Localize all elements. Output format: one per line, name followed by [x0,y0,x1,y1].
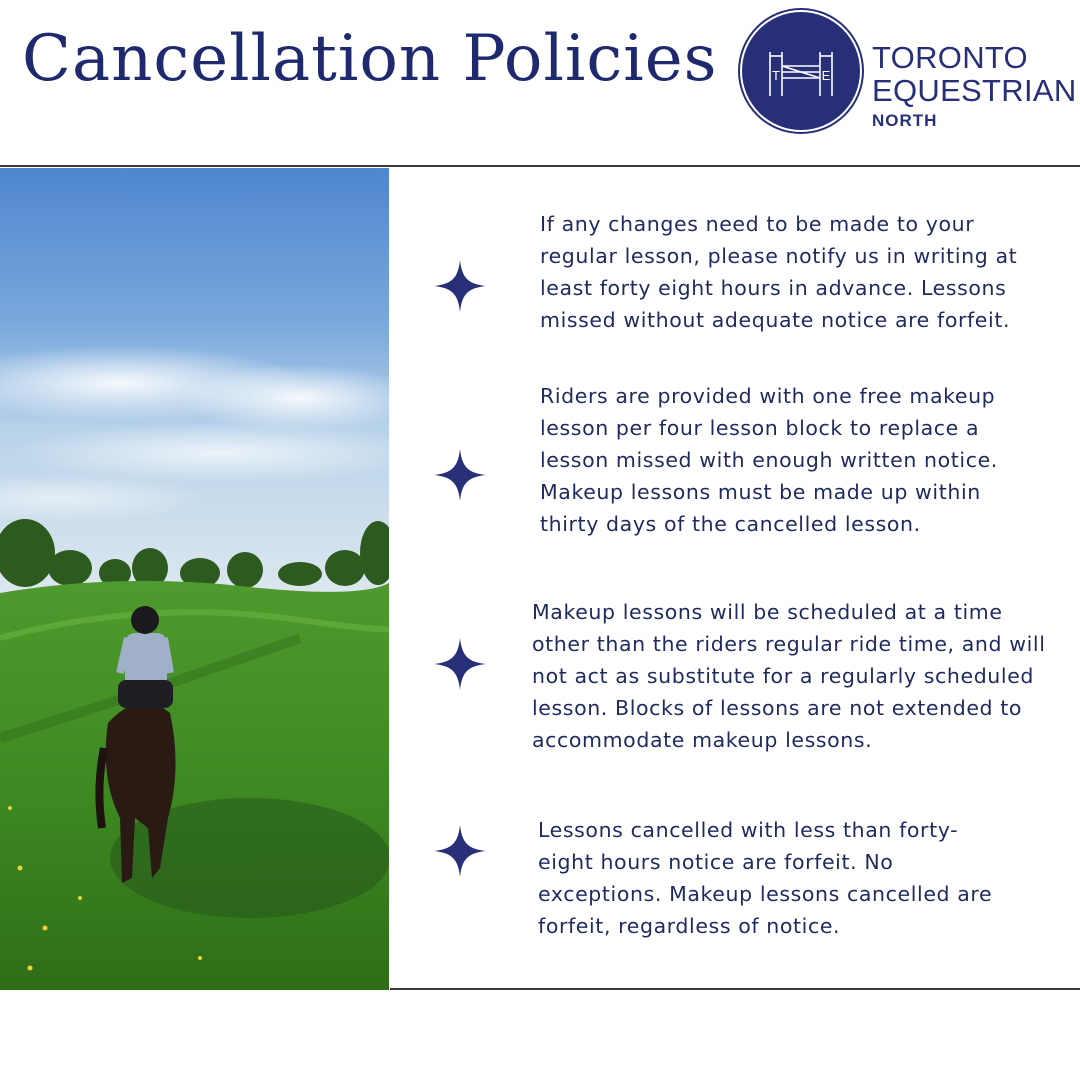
jump-fence-icon [742,12,860,130]
logo-line-equestrian: EQUESTRIAN [872,73,1077,108]
logo-line-toronto: TORONTO [872,40,1028,75]
sparkle-star-icon [434,260,486,312]
horse-rider-field-photo [0,168,389,990]
monogram-right: E [821,68,831,83]
top-divider [0,165,1080,167]
policy-item: If any changes need to be made to your regular lesson, please notify us in writing at least forty eight hours in advance. Lessons missed without adequate notice are forfeit. [540,212,1018,332]
sparkle-star-icon [434,825,486,877]
sparkle-star-icon [434,638,486,690]
monogram-left: T [772,68,780,83]
policy-item: Riders are provided with one free makeup lesson per four lesson block to replace a lesson missed with enough written notice. Makeup lessons must be made up within thirty days of the cancelled lesson. [540,384,998,536]
logo-line-north: NORTH [872,111,938,130]
sparkle-star-icon [434,449,486,501]
logo-badge [742,12,860,130]
bottom-divider [390,988,1080,990]
page-title: Cancellation Policies [22,22,718,96]
policy-list [390,168,1080,988]
policy-item: Makeup lessons will be scheduled at a time other than the riders regular ride time, and will not act as substitute for a regularly scheduled lesson. Blocks of lessons are not extended to accommodate makeup lessons. [532,600,1046,752]
logo-wordmark [872,42,1077,129]
policy-item: Lessons cancelled with less than forty-eight hours notice are forfeit. No exceptions. Makeup lessons cancelled are forfeit, regardless of notice. [538,818,993,938]
